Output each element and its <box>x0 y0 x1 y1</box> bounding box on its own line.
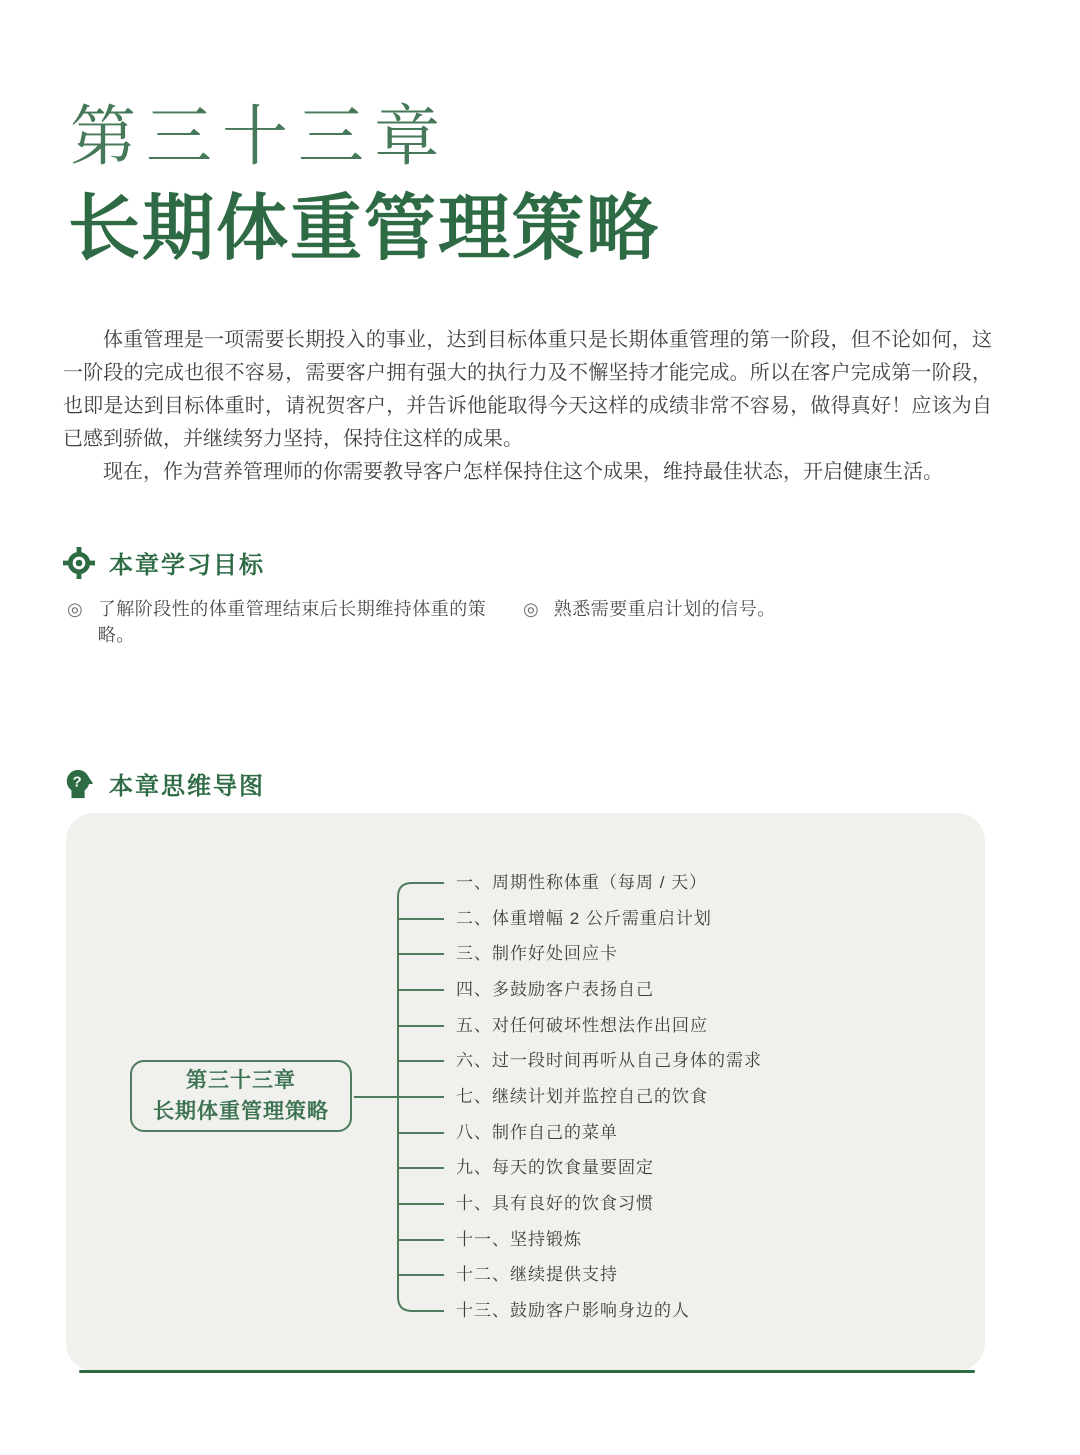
mindmap-branch: 七、继续计划并监控自己的饮食 <box>456 1087 708 1106</box>
intro-paragraph: 体重管理是一项需要长期投入的事业，达到目标体重只是长期体重管理的第一阶段，但不论如何，这一阶段的完成也很不容易，需要客户拥有强大的执行力及不懈坚持才能完成。所以在客户完成第一阶段，也即是达到目标体重时，请祝贺客户，并告诉他能取得今天这样的成绩非常不容易，做得真好！应该为自已感到骄做，并继续努力坚持，保持住这样的成果。 <box>63 329 992 450</box>
root-node-line1: 第三十三章 <box>186 1069 296 1092</box>
mindmap-branch: 五、对任何破坏性想法作出回应 <box>456 1016 708 1035</box>
mindmap-branch: 十、具有良好的饮食习惯 <box>456 1194 654 1213</box>
mindmap-branch: 十二、继续提供支持 <box>456 1265 618 1284</box>
mindmap-panel <box>66 813 985 1371</box>
intro-text <box>63 324 992 489</box>
mindmap-branch: 十一、坚持锻炼 <box>456 1230 582 1249</box>
mindmap-branch: 六、过一段时间再听从自己身体的需求 <box>456 1051 762 1070</box>
target-icon <box>63 547 95 579</box>
mindmap-branch: 十三、鼓励客户影响身边的人 <box>456 1301 690 1320</box>
panel-bottom-accent <box>79 1370 975 1373</box>
mindmap-branch: 三、制作好处回应卡 <box>456 944 618 963</box>
svg-text:?: ? <box>72 772 82 790</box>
mindmap-branch: 八、制作自己的菜单 <box>456 1123 618 1142</box>
mindmap-title: 本章思维导图 <box>109 773 265 800</box>
mindmap-branch: 二、体重增幅 2 公斤需重启计划 <box>456 909 712 928</box>
learning-objectives-title: 本章学习目标 <box>109 552 265 579</box>
mindmap-branch: 四、多鼓励客户表扬自己 <box>456 980 654 999</box>
page-title: 长期体重管理策略 <box>68 189 661 269</box>
mindmap-branch: 一、周期性称体重（每周 / 天） <box>456 873 708 892</box>
mindmap-root-node <box>130 1060 352 1132</box>
objectives-list <box>67 596 1020 648</box>
objective-text: 熟悉需要重启计划的信号。 <box>553 599 776 619</box>
intro-paragraph: 现在，作为营养管理师的你需要教导客户怎样保持住这个成果，维持最佳状态，开启健康生活。 <box>103 461 943 483</box>
bullet-marker: ◎ <box>523 599 539 619</box>
objective-text: 了解阶段性的体重管理结束后长期维持体重的策略。 <box>97 599 487 645</box>
mindmap-branch: 九、每天的饮食量要固定 <box>456 1158 654 1177</box>
root-node-line2: 长期体重管理策略 <box>153 1100 329 1123</box>
chapter-number: 第三十三章 <box>70 99 450 173</box>
bullet-marker: ◎ <box>67 599 83 619</box>
objective-item <box>523 596 776 622</box>
head-question-icon <box>63 768 95 800</box>
mindmap-header <box>63 766 1080 801</box>
learning-objectives-header <box>63 545 1080 580</box>
objective-item <box>67 596 523 648</box>
